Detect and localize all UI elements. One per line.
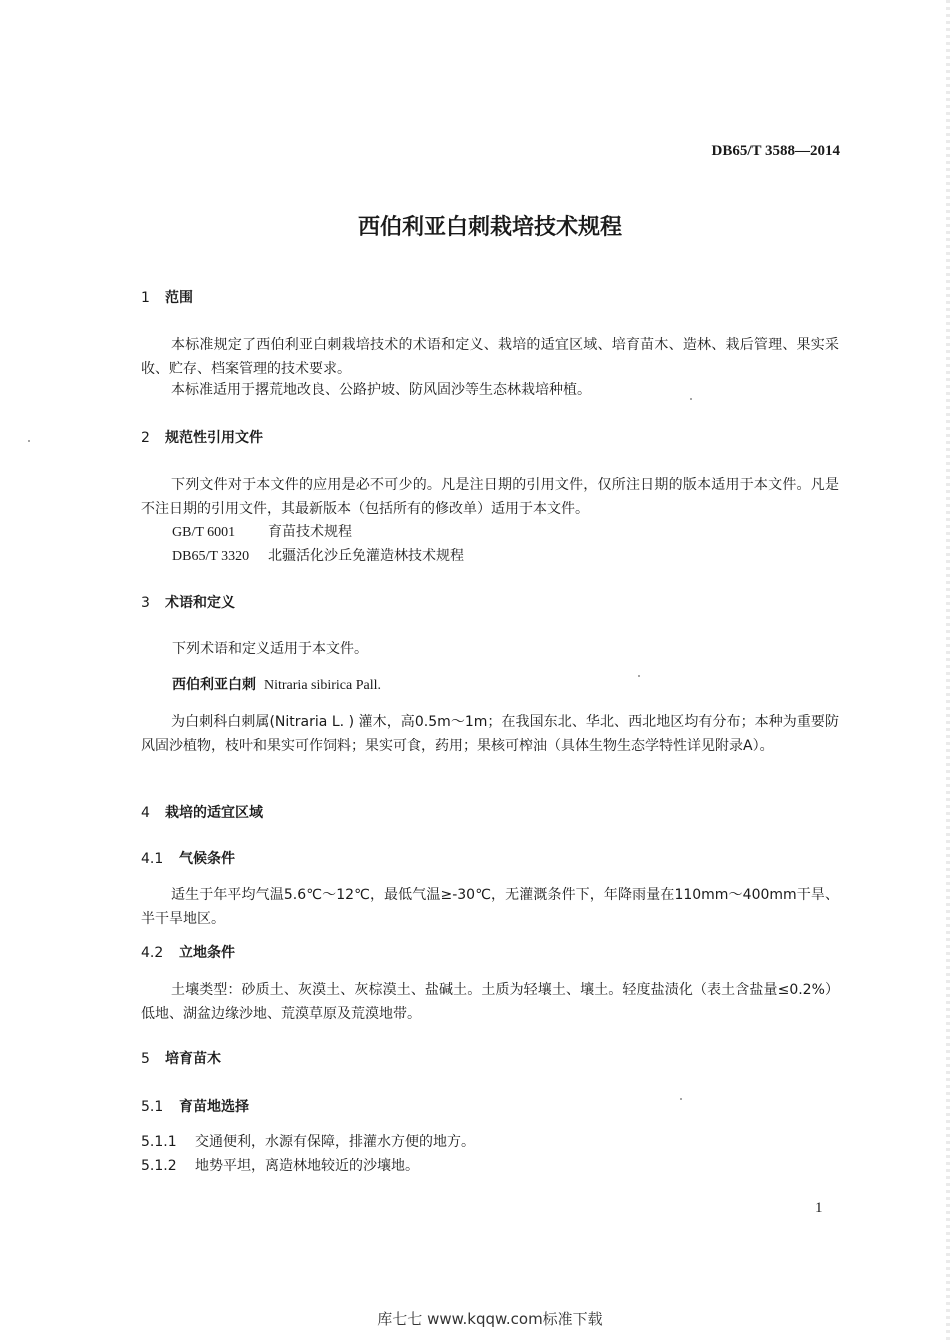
section-5-heading: [141, 1048, 221, 1068]
section-4-heading: [141, 802, 263, 822]
section-title: 范围: [165, 290, 193, 306]
section-number: 5: [141, 1051, 150, 1067]
clause-number: 5.1.2: [141, 1158, 177, 1174]
page-number: 1: [815, 1200, 823, 1216]
subsection-number: 5.1: [141, 1099, 164, 1115]
section-2-heading: [141, 427, 263, 447]
subsection-4-1-text: 适生于年平均气温5.6℃～12℃，最低气温≥-30℃，无灌溉条件下，年降雨量在110mm～400mm干旱、半干旱地区。: [141, 887, 839, 927]
term-chinese: 西伯利亚白刺: [172, 677, 256, 693]
section-number: 2: [141, 430, 150, 446]
term-entry: [172, 674, 381, 694]
doc-id: DB65/T 3588—2014: [711, 143, 840, 159]
subsection-title: 立地条件: [179, 945, 235, 961]
section-number: 1: [141, 290, 150, 306]
subsection-title: 育苗地选择: [179, 1099, 249, 1115]
scan-speck: [690, 398, 692, 400]
section-title: 培育苗木: [165, 1051, 221, 1067]
reference-code: DB65/T 3320: [172, 549, 250, 564]
term-definition: 为白刺科白刺属(Nitraria L. ) 灌木，高0.5m～1m；在我国东北、华北、西北地区均有分布；本种为重要防风固沙植物，枝叶和果实可作饲料；果实可食，药用；果核可榨油（具体生物生态学特性详见附录A）。: [141, 714, 839, 754]
clause-item: [141, 1155, 419, 1175]
scan-speck: [28, 440, 30, 442]
clause-text: 地势平坦，离造林地较近的沙壤地。: [195, 1158, 419, 1174]
page-title: 西伯利亚白刺栽培技术规程: [357, 215, 622, 240]
subsection-5-1-heading: [141, 1096, 249, 1116]
reference-item: [172, 521, 352, 541]
section-title: 术语和定义: [165, 595, 235, 611]
scan-edge: [946, 0, 950, 1344]
section-3-heading: [141, 592, 235, 612]
term-latin: Nitraria sibirica Pall.: [264, 678, 382, 693]
scan-speck: [680, 1098, 682, 1100]
scan-speck: [638, 675, 640, 677]
footer-watermark: 库七七 www.kqqw.com标准下载: [377, 1310, 603, 1328]
subsection-title: 气候条件: [179, 851, 235, 867]
section-1-paragraph-2: 本标准适用于撂荒地改良、公路护坡、防风固沙等生态林栽培种植。: [171, 382, 591, 398]
section-title: 规范性引用文件: [165, 430, 263, 446]
reference-name: 北疆活化沙丘免灌造林技术规程: [268, 548, 464, 564]
section-2-paragraph: 下列文件对于本文件的应用是必不可少的。凡是注日期的引用文件，仅所注日期的版本适用于本文件。凡是不注日期的引用文件，其最新版本（包括所有的修改单）适用于本文件。: [141, 477, 839, 517]
section-number: 3: [141, 595, 150, 611]
clause-text: 交通便利，水源有保障，排灌水方便的地方。: [195, 1134, 475, 1150]
subsection-4-1-heading: [141, 848, 235, 868]
subsection-number: 4.2: [141, 945, 164, 961]
section-3-intro: 下列术语和定义适用于本文件。: [172, 641, 368, 657]
subsection-4-2-text: 土壤类型：砂质土、灰漠土、灰棕漠土、盐碱土。土质为轻壤土、壤土。轻度盐渍化（表土含盐量≤0.2%）低地、湖盆边缘沙地、荒漠草原及荒漠地带。: [141, 982, 839, 1022]
clause-number: 5.1.1: [141, 1134, 177, 1150]
section-1-heading: [141, 287, 193, 307]
reference-code: GB/T 6001: [172, 525, 236, 540]
clause-item: [141, 1131, 475, 1151]
reference-name: 育苗技术规程: [268, 524, 352, 540]
subsection-4-2-heading: [141, 942, 235, 962]
subsection-number: 4.1: [141, 851, 164, 867]
section-1-paragraph-1: 本标准规定了西伯利亚白刺栽培技术的术语和定义、栽培的适宜区域、培育苗木、造林、栽后管理、果实采收、贮存、档案管理的技术要求。: [141, 337, 839, 377]
reference-item: [172, 545, 464, 565]
section-number: 4: [141, 805, 150, 821]
section-title: 栽培的适宜区域: [165, 805, 263, 821]
